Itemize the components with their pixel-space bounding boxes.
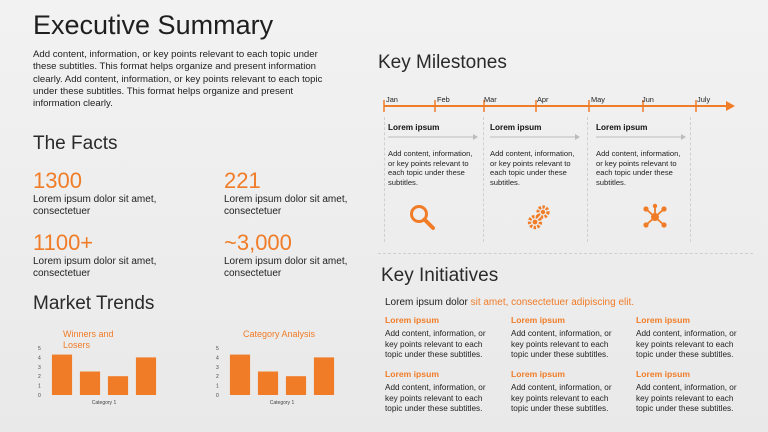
initiatives-heading: Key Initiatives (381, 265, 499, 286)
y-tick-label: 2 (38, 374, 41, 381)
network-icon (641, 203, 669, 231)
month-jan: Jan (386, 95, 398, 104)
fact-221 (224, 168, 354, 218)
initiative-title: Lorem ipsum (511, 315, 565, 325)
milestone-arrow (490, 133, 582, 141)
initiative-card (385, 369, 500, 415)
bar (230, 355, 250, 395)
y-tick-label: 3 (38, 364, 41, 371)
milestone-1-title: Lorem ipsum (388, 123, 440, 132)
y-tick-label: 5 (38, 346, 41, 352)
initiative-text: Add content, information, or key points relevant to each topic under these subtitles. (511, 383, 612, 414)
y-tick-label: 0 (216, 393, 219, 399)
chart-winners-losers (30, 340, 165, 412)
month-july: July (697, 95, 711, 104)
bar (136, 357, 156, 395)
fact-text: Lorem ipsum dolor sit amet, consectetuer (33, 194, 157, 217)
initiative-text: Add content, information, or key points relevant to each topic under these subtitles. (385, 329, 486, 360)
initiative-text: Add content, information, or key points relevant to each topic under these subtitles. (636, 329, 737, 360)
fact-value: 221 (224, 168, 261, 193)
intro-paragraph: Add content, information, or key points relevant to each topic under these subtitles. This format helps organize and present information clearly. Add content, information, or key points relevant to each topic under these subtitles. This format helps organize and present information clearly. (33, 49, 323, 110)
y-tick-label: 3 (216, 364, 219, 371)
bar (286, 376, 306, 395)
fact-1100 (33, 230, 163, 280)
milestone-arrow (388, 133, 480, 141)
y-tick-label: 1 (38, 383, 41, 390)
fact-text: Lorem ipsum dolor sit amet, consectetuer (33, 256, 157, 279)
y-tick-label: 2 (216, 374, 219, 381)
initiative-title: Lorem ipsum (636, 369, 690, 379)
initiative-card (636, 315, 751, 361)
bar (258, 372, 278, 396)
milestone-3-title: Lorem ipsum (596, 123, 648, 132)
bar (52, 355, 72, 395)
month-apr: Apr (537, 95, 549, 104)
gears-icon (526, 203, 554, 231)
fact-value: 1100+ (33, 230, 94, 255)
bar (80, 372, 100, 396)
lead-dark-text: Lorem ipsum dolor (385, 297, 471, 308)
lead-orange-text: sit amet, consectetuer adipiscing elit. (470, 297, 635, 308)
initiative-card (636, 369, 751, 415)
initiative-title: Lorem ipsum (385, 315, 439, 325)
bar (314, 357, 334, 395)
initiative-text: Add content, information, or key points relevant to each topic under these subtitles. (636, 383, 737, 414)
month-feb: Feb (437, 95, 450, 104)
month-jun: Jun (642, 95, 654, 104)
milestones-heading: Key Milestones (378, 52, 507, 73)
y-tick-label: 5 (216, 346, 219, 352)
milestone-1-text: Add content, information, or key points relevant to each topic under these subtitles. (388, 149, 473, 187)
y-tick-label: 1 (216, 383, 219, 390)
month-may: May (591, 95, 605, 104)
chart-title-category: Category Analysis (243, 329, 316, 339)
bar (108, 376, 128, 395)
month-mar: Mar (484, 95, 497, 104)
y-tick-label: 4 (216, 355, 219, 362)
initiative-card (511, 315, 626, 361)
milestone-2-text: Add content, information, or key points relevant to each topic under these subtitles. (490, 149, 575, 187)
page-title: Executive Summary (33, 10, 274, 40)
milestone-arrow (596, 133, 688, 141)
initiative-text: Add content, information, or key points relevant to each topic under these subtitles. (385, 383, 486, 414)
fact-value: ~3,000 (224, 230, 292, 255)
y-tick-label: 0 (38, 393, 41, 399)
milestone-2-title: Lorem ipsum (490, 123, 542, 132)
initiatives-lead (385, 297, 634, 308)
initiative-title: Lorem ipsum (636, 315, 690, 325)
fact-text: Lorem ipsum dolor sit amet, consectetuer (224, 256, 348, 279)
chart-title-winners: Winners and Losers (63, 329, 114, 350)
fact-1300 (33, 168, 163, 218)
magnifier-icon (408, 203, 436, 231)
initiative-card (385, 315, 500, 361)
y-tick-label: 4 (38, 355, 41, 362)
fact-value: 1300 (33, 168, 82, 193)
facts-heading: The Facts (33, 133, 118, 154)
x-axis-label: Category 1 (269, 400, 295, 406)
timeline-arrow (378, 92, 738, 114)
market-heading: Market Trends (33, 293, 155, 314)
milestone-3-text: Add content, information, or key points relevant to each topic under these subtitles. (596, 149, 681, 187)
initiative-text: Add content, information, or key points relevant to each topic under these subtitles. (511, 329, 612, 360)
chart-category-analysis (208, 340, 343, 412)
initiative-title: Lorem ipsum (511, 369, 565, 379)
fact-text: Lorem ipsum dolor sit amet, consectetuer (224, 194, 348, 217)
x-axis-label: Category 1 (91, 400, 117, 406)
initiative-card (511, 369, 626, 415)
fact-3000 (224, 230, 354, 280)
initiative-title: Lorem ipsum (385, 369, 439, 379)
